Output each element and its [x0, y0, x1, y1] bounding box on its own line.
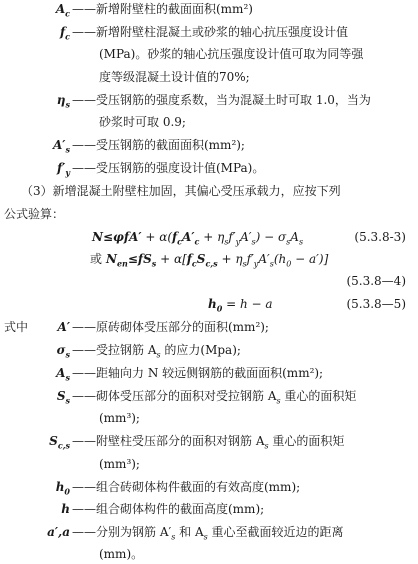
symbol-As: $A_s$ [56, 366, 70, 383]
symbol-a-prime-a: a′,a [47, 525, 70, 539]
eq-number-3: (5.3.8—5) [346, 297, 406, 311]
para3-line-1: （3）新增混凝土附壁柱加固，其偏心受压承载力，应按下列 [21, 184, 341, 198]
formula-5-3-8-4: $N_{en}\le fS_s + \alpha[f_cS_{c,s} + \eta_sf'_yA'_s(h_0 - a')]$ [106, 252, 329, 269]
symbol-h0: $h_0$ [55, 480, 70, 497]
def-h0: ——组合砖砌体构件截面的有效高度(mm); [72, 480, 301, 494]
def-Scs: ——附壁柱受压部分的面积对钢筋 $A_s$ 重心的面积矩 [72, 434, 345, 451]
formula-5-3-8-3: $N\le\varphi fA' + \alpha(f_cA'_c + \eta_sf'_yA'_s) - \sigma_sA_s$ [92, 230, 304, 247]
def-eta-s: ——受压钢筋的强度系数，当为混凝土时可取 1.0，当为 [72, 93, 371, 107]
formula-5-3-8-5: $h_0 = h - a$ [208, 297, 273, 314]
symbol-h: h [61, 502, 70, 516]
symbol-Ac: $A_c$ [55, 2, 70, 19]
def-Ss-cont-1: (mm³); [99, 411, 140, 425]
symbol-sigma-s: $\sigma_s$ [56, 343, 70, 360]
def-fy-prime: ——受压钢筋的强度设计值(MPa)。 [72, 161, 265, 175]
def-Ac: ——新增附壁柱的截面面积(mm²) [72, 2, 253, 16]
symbol-eta-s: $\eta_s$ [56, 93, 70, 110]
or-label: 或 [90, 252, 103, 266]
def-A-prime: ——原砖砌体受压部分的面积(mm²); [72, 320, 269, 334]
symbol-fy-prime: $f'_y$ [57, 161, 70, 178]
def-eta-s-cont-1: 砂浆时可取 0.9; [99, 115, 186, 129]
def-fc-cont-1: (MPa)。砂浆的轴心抗压强度设计值可取为同等强 [99, 47, 364, 61]
def-sigma-s: ——受拉钢筋 $A_s$ 的应力(Mpa); [72, 343, 241, 360]
symbol-Scs: $S_{c,s}$ [49, 434, 70, 451]
symbol-As-prime: $A'_s$ [53, 138, 70, 155]
where-label: 式中 [4, 320, 29, 334]
def-fc-cont-2: 度等级混凝土设计值的70%; [99, 70, 250, 84]
para3-line-2: 公式验算： [4, 207, 65, 221]
eq-number-2: (5.3.8—4) [346, 274, 406, 288]
eq-number-1: (5.3.8-3) [354, 230, 406, 244]
symbol-Ss: $S_s$ [56, 389, 70, 406]
def-a-prime-a-cont-1: (mm)。 [99, 547, 144, 561]
symbol-A-prime: A′ [57, 320, 70, 334]
def-As: ——距轴向力 N 较远侧钢筋的截面面积(mm²); [72, 366, 324, 380]
def-h: ——组合砌体构件的截面高度(mm); [72, 502, 265, 516]
def-Ss: ——砌体受压部分的面积对受拉钢筋 $A_s$ 重心的面积矩 [72, 389, 357, 406]
def-As-prime: ——受压钢筋的截面面积(mm²); [72, 138, 245, 152]
def-Scs-cont-1: (mm³); [99, 457, 140, 471]
def-a-prime-a: ——分别为钢筋 $A'_s$ 和 $A_s$ 重心至截面较近边的距离 [72, 525, 344, 542]
symbol-fc: $f_c$ [59, 25, 70, 42]
def-fc: ——新增附壁柱混凝土或砂浆的轴心抗压强度设计值 [72, 25, 349, 39]
